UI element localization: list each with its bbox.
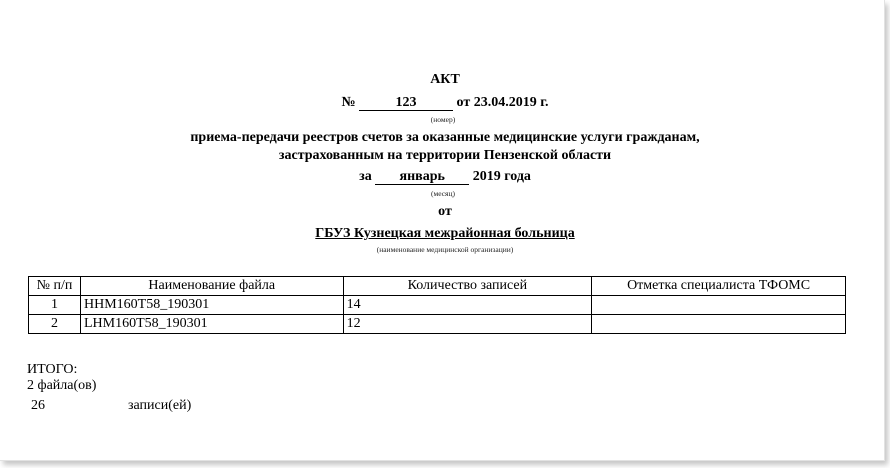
row-file: LHM160T58_190301 — [80, 315, 343, 334]
header-num: № п/п — [29, 277, 81, 296]
row-mark — [592, 296, 846, 315]
header-mark: Отметка специалиста ТФОМС — [592, 277, 846, 296]
header-count: Количество записей — [343, 277, 592, 296]
period-line — [0, 169, 890, 185]
row-count: 12 — [343, 315, 592, 334]
row-num: 2 — [29, 315, 81, 334]
organization-caption: (наименование медицинской организации) — [376, 245, 514, 254]
from-word: от — [438, 204, 452, 219]
period-prefix: за — [359, 169, 372, 184]
row-file: HHM160T58_190301 — [80, 296, 343, 315]
table-header-row — [29, 277, 846, 296]
doc-number-line — [0, 95, 890, 111]
subject-line-1: приема-передачи реестров счетов за оказанные медицинские услуги гражданам, — [190, 130, 700, 145]
total-label: ИТОГО: — [27, 362, 78, 377]
organization-line — [0, 226, 890, 242]
row-count: 14 — [343, 296, 592, 315]
files-table — [28, 276, 846, 334]
doc-title: АКТ — [430, 72, 460, 87]
organization-name: ГБУЗ Кузнецкая межрайонная больница — [315, 226, 575, 241]
number-caption: (номер) — [430, 115, 456, 124]
header-file: Наименование файла — [80, 277, 343, 296]
records-count: 26 — [31, 398, 45, 413]
files-total: 2 файла(ов) — [27, 378, 97, 393]
period-month: январь — [375, 169, 469, 185]
number-prefix: № — [341, 95, 356, 110]
period-year: 2019 года — [472, 169, 531, 184]
table-row — [29, 315, 846, 334]
doc-number: 123 — [359, 95, 453, 111]
row-mark — [592, 315, 846, 334]
doc-date: от 23.04.2019 г. — [456, 95, 549, 110]
row-num: 1 — [29, 296, 81, 315]
month-caption: (месяц) — [430, 189, 456, 198]
table-row — [29, 296, 846, 315]
records-label: записи(ей) — [128, 398, 192, 413]
subject-line-2: застрахованным на территории Пензенской области — [278, 148, 612, 163]
